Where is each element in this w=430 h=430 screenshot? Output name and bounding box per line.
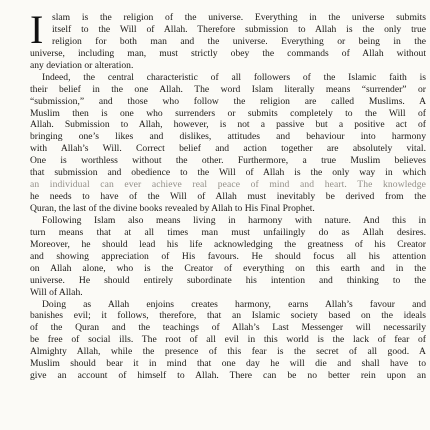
text-line: any deviation or alteration.	[30, 59, 134, 71]
text-line: Allah. Submission to Allah, however, is not a passive but a positive act of	[30, 119, 426, 131]
text-line: their belief in the one Allah. The word Islam literally means “surrender” or	[30, 83, 426, 95]
text-line: universe, including man, must strictly obey the commands of Allah without	[30, 47, 426, 59]
text-line: on Allah alone, who is the Creator of everything on this earth and in the	[30, 262, 426, 274]
text-line: give an account of himself to Allah. There can be no better rein upon an	[30, 370, 426, 382]
text-line: Will of Allah.	[30, 286, 83, 298]
text-line: religion for both man and the universe. Everything or being in the	[52, 35, 426, 47]
text-line: One is worthless without the other. Furthermore, a true Muslim believes	[30, 155, 426, 167]
text-line: he needs to have of the Will of Allah must inevitably be derived from the	[30, 191, 426, 203]
text-line: turn means that at all times man must unfailingly do as Allah desires.	[30, 226, 426, 238]
text-line: with Allah’s Will. Correct belief and action together are absolutely vital.	[30, 143, 426, 155]
text-line: bringing one’s likes and dislikes, attitudes and behaviour into harmony	[30, 131, 426, 143]
text-line: an individual can ever achieve real peace of mind and heart. The knowledge	[30, 179, 426, 191]
text-line: Moreover, he should lead his life acknowledging the greatness of his Creator	[30, 238, 426, 250]
text-line: and showing appreciation of His favours. He should focus all his attention	[30, 250, 426, 262]
body-text	[30, 7, 426, 382]
text-line: Muslim should bear it in mind that one day he will die and shall have to	[30, 358, 426, 370]
text-line: “submission,” and those who follow the religion are called Muslims. A	[30, 95, 426, 107]
text-line: itself to the Will of Allah. Therefore submission to Allah is the only true	[52, 23, 426, 35]
text-line: of the Quran and the teachings of Allah’s Last Messenger will necessarily	[30, 322, 426, 334]
drop-cap: I	[30, 7, 44, 52]
text-line: Following Islam also means living in harmony with nature. And this in	[42, 214, 426, 226]
text-line: universe. He should entirely subordinate his intention and thinking to the	[30, 274, 426, 286]
text-line: Indeed, the central characteristic of all followers of the Islamic faith is	[42, 71, 426, 83]
text-line: Doing as Allah enjoins creates harmony, earns Allah’s favour and	[42, 298, 426, 310]
text-line: slam is the religion of the universe. Everything in the universe submits	[52, 12, 426, 23]
text-line: that submission and obedience to the Will of Allah is the only way in which	[30, 167, 426, 179]
text-line: banishes evil; it follows, therefore, that an Islamic society based on the ideals	[30, 310, 426, 322]
text-line: Quran, the last of the divine books revealed by Allah to His Final Prophet.	[30, 203, 315, 214]
text-line: Muslim then is one who surrenders or submits completely to the Will of	[30, 107, 426, 119]
text-line: be free of social ills. The root of all evil in this world is the lack of fear of	[30, 334, 426, 346]
text-line: Almighty Allah, while the presence of this fear is the secret of all good. A	[30, 346, 426, 358]
